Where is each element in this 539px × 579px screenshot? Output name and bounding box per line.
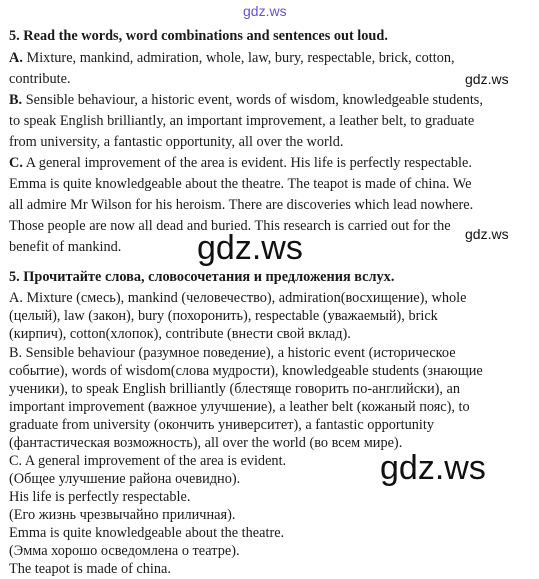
part-b-label: B. (9, 92, 23, 108)
ru-line-15: (Эмма хорошо осведомлена о театре). (9, 543, 240, 559)
part-c-line-2: Emma is quite knowledgeable about the theatre. The teapot is made of china. We (9, 176, 472, 192)
ru-line-11: (Общее улучшение района очевидно). (9, 471, 241, 487)
part-c-line-5: benefit of mankind. (9, 239, 122, 255)
exercise-title-en: 5. Read the words, word combinations and sentences out loud. (9, 28, 388, 44)
watermark-small-2: gdz.ws (465, 226, 509, 242)
ru-line-14: Emma is quite knowledgeable about the theatre. (9, 525, 285, 541)
ru-line-1: A. Mixture (смесь), mankind (человечество), admiration(восхищение), whole (9, 290, 467, 306)
part-b-line-2: to speak English brilliantly, an important improvement, a leather belt, to graduate (9, 113, 475, 129)
watermark-top: gdz.ws (243, 3, 287, 19)
ru-line-12: His life is perfectly respectable. (9, 489, 191, 505)
part-c-line-4: Those people are now all dead and buried. This research is carried out for the (9, 218, 451, 234)
watermark-large-2: gdz.ws (380, 449, 486, 487)
ru-line-5: событие), words of wisdom(слова мудрости), knowledgeable students (знающие (9, 363, 483, 379)
ru-line-4: B. Sensible behaviour (разумное поведение), a historic event (историческое (9, 345, 456, 361)
watermark-large-1: gdz.ws (197, 229, 303, 267)
ru-line-7: important improvement (важное улучшение), a leather belt (кожаный пояс), to (9, 399, 470, 415)
part-b-line-3: from university, a fantastic opportunity, all over the world. (9, 134, 344, 150)
part-c-label: C. (9, 155, 23, 171)
ru-line-2: (целый), law (закон), bury (похоронить), respectable (уважаемый), brick (9, 308, 438, 324)
part-a-label: A. (9, 50, 23, 66)
ru-line-8: graduate from university (окончить университет), a fantastic opportunity (9, 417, 435, 433)
ru-line-3: (кирпич), cotton(хлопок), contribute (внести свой вклад). (9, 326, 351, 342)
part-c-text-1: A general improvement of the area is evident. His life is perfectly respectable. (22, 155, 472, 171)
part-c-line-3: all admire Mr Wilson for his heroism. There are discoveries which lead nowhere. (9, 197, 474, 213)
ru-line-9: (фантастическая возможность), all over the world (во всем мире). (9, 435, 403, 451)
part-c-line-1 (9, 153, 472, 173)
ru-line-10: C. A general improvement of the area is evident. (9, 453, 287, 469)
part-a-line-1 (9, 48, 455, 68)
ru-line-6: ученики), to speak English brilliantly (блестяще говорить по-английски), an (9, 381, 461, 397)
part-b-text-1: Sensible behaviour, a historic event, words of wisdom, knowledgeable students, (22, 92, 483, 108)
exercise-title-ru: 5. Прочитайте слова, словосочетания и предложения вслух. (9, 269, 395, 285)
part-a-line-2: contribute. (9, 71, 71, 87)
part-b-line-1 (9, 90, 483, 110)
watermark-small-1: gdz.ws (465, 71, 509, 87)
ru-line-13: (Его жизнь чрезвычайно приличная). (9, 507, 236, 523)
ru-line-16: The teapot is made of china. (9, 561, 171, 577)
part-a-text-1: Mixture, mankind, admiration, whole, law, bury, respectable, brick, cotton, (22, 50, 455, 66)
